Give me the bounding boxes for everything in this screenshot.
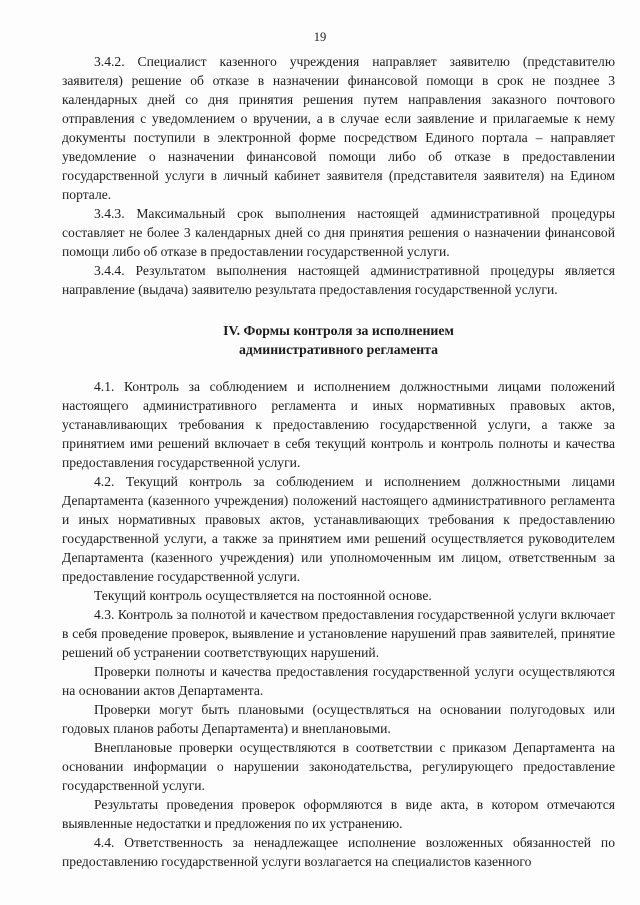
document-body (62, 52, 615, 871)
paragraph-4-3: 4.3. Контроль за полнотой и качеством предоставления государственной услуги включает в себя проведение проверок, выявление и установление нарушений прав заявителей, принятие решений об устранении соответствующих нарушений. (62, 607, 615, 660)
paragraph-checks-types: Проверки могут быть плановыми (осуществляться на основании полугодовых или годовых планов работы Департамента) и внеплановыми. (62, 702, 615, 736)
paragraph-3-4-2: 3.4.2. Специалист казенного учреждения направляет заявителю (представителю заявителя) решение об отказе в назначении финансовой помощи в срок не позднее 3 календарных дней со дня принятия решения путем направления заказного почтового отправления с уведомлением о вручении, а в случае если заявление и прилагаемые к нему документы поступили в электронной форме посредством Единого портала – направляет уведомление о назначении финансовой помощи либо об отказе в предоставлении государственной услуги в личный кабинет заявителя (представителя заявителя) на Едином портале. (62, 54, 615, 202)
paragraph-4-4: 4.4. Ответственность за ненадлежащее исполнение возложенных обязанностей по предоставлению государственной услуги возлагается на специалистов казенного (62, 835, 615, 869)
paragraph-3-4-3: 3.4.3. Максимальный срок выполнения настоящей административной процедуры составляет не более 3 календарных дней со дня принятия решения о назначении финансовой помощи либо об отказе в предоставлении государственной услуги. (62, 206, 615, 259)
paragraph-unplanned-checks: Внеплановые проверки осуществляются в соответствии с приказом Департамента на основании информации о нарушении законодательства, регулирующего предоставление государственной услуги. (62, 740, 615, 793)
section-heading-line-1: IV. Формы контроля за исполнением (223, 323, 454, 338)
paragraph-4-2: 4.2. Текущий контроль за соблюдением и исполнением должностными лицами Департамента (казенного учреждения) положений настоящего административного регламента и иных нормативных правовых актов, устанавливающих требования к предоставлению государственной услуги, а также за принятием ими решений осуществляется руководителем Департамента (казенного учреждения) или уполномоченным им лицом, ответственным за предоставление государственной услуги. (62, 474, 615, 584)
paragraph-4-1: 4.1. Контроль за соблюдением и исполнением должностными лицами положений настоящего административного регламента и иных нормативных правовых актов, устанавливающих требования к предоставлению государственной услуги, а также за принятием ими решений включает в себя текущий контроль и контроль полноты и качества предоставления государственной услуги. (62, 379, 615, 470)
page-number: 19 (313, 30, 327, 44)
paragraph-current-control: Текущий контроль осуществляется на постоянной основе. (94, 588, 432, 603)
paragraph-3-4-4: 3.4.4. Результатом выполнения настоящей административной процедуры является направление (выдача) заявителю результата предоставления государственной услуги. (62, 263, 615, 297)
section-heading-line-2: административного регламента (238, 342, 439, 357)
paragraph-checks-basis: Проверки полноты и качества предоставления государственной услуги осуществляются на основании актов Департамента. (62, 664, 615, 698)
paragraph-check-results: Результаты проведения проверок оформляются в виде акта, в котором отмечаются выявленные недостатки и предложения по их устранению. (62, 797, 615, 831)
section-heading (62, 321, 615, 359)
